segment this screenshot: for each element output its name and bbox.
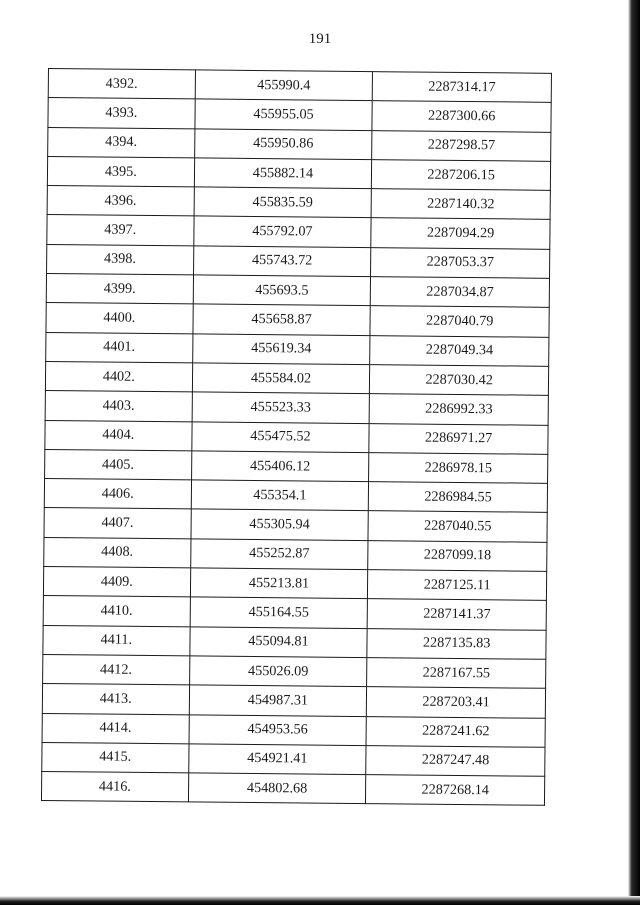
table-row bbox=[45, 361, 548, 395]
point-number-cell: 4402. bbox=[45, 361, 192, 392]
point-number-cell: 4415. bbox=[42, 742, 189, 773]
point-number-cell: 4409. bbox=[43, 567, 190, 598]
x-coordinate-cell: 455882.14 bbox=[194, 158, 372, 189]
y-coordinate-cell: 2287241.62 bbox=[366, 716, 545, 747]
y-coordinate-cell: 2286971.27 bbox=[369, 423, 548, 454]
point-number-cell: 4397. bbox=[47, 215, 194, 246]
point-number-cell: 4396. bbox=[47, 186, 194, 217]
x-coordinate-cell: 455693.5 bbox=[193, 275, 371, 306]
point-number-cell: 4404. bbox=[45, 420, 192, 451]
x-coordinate-cell: 455792.07 bbox=[193, 216, 371, 247]
x-coordinate-cell: 455743.72 bbox=[193, 246, 371, 277]
x-coordinate-cell: 455305.94 bbox=[191, 509, 369, 540]
table-row bbox=[42, 742, 545, 776]
point-number-cell: 4414. bbox=[42, 713, 189, 744]
y-coordinate-cell: 2287135.83 bbox=[367, 628, 546, 659]
point-number-cell: 4403. bbox=[45, 391, 192, 422]
table-row bbox=[47, 244, 550, 278]
table-row bbox=[48, 69, 551, 103]
y-coordinate-cell: 2287049.34 bbox=[370, 335, 549, 366]
x-coordinate-cell: 455619.34 bbox=[192, 334, 370, 365]
point-number-cell: 4399. bbox=[46, 274, 193, 305]
point-number-cell: 4406. bbox=[44, 479, 191, 510]
table-row bbox=[43, 596, 546, 630]
table-row bbox=[45, 391, 548, 425]
point-number-cell: 4392. bbox=[48, 69, 195, 100]
table-row bbox=[47, 215, 550, 249]
y-coordinate-cell: 2286978.15 bbox=[369, 452, 548, 483]
y-coordinate-cell: 2287298.57 bbox=[372, 130, 551, 161]
x-coordinate-cell: 455213.81 bbox=[190, 568, 368, 599]
point-number-cell: 4398. bbox=[47, 244, 194, 275]
table-row bbox=[44, 508, 547, 542]
table-row bbox=[43, 567, 546, 601]
y-coordinate-cell: 2286992.33 bbox=[369, 394, 548, 425]
y-coordinate-cell: 2287203.41 bbox=[367, 687, 546, 718]
table-row bbox=[46, 303, 549, 337]
y-coordinate-cell: 2287268.14 bbox=[366, 775, 545, 806]
table-row bbox=[47, 156, 550, 190]
y-coordinate-cell: 2287030.42 bbox=[370, 365, 549, 396]
x-coordinate-cell: 455990.4 bbox=[195, 70, 373, 101]
point-number-cell: 4413. bbox=[42, 684, 189, 715]
point-number-cell: 4394. bbox=[48, 127, 195, 158]
y-coordinate-cell: 2287167.55 bbox=[367, 658, 546, 689]
x-coordinate-cell: 455094.81 bbox=[190, 627, 368, 658]
point-number-cell: 4407. bbox=[44, 508, 191, 539]
x-coordinate-cell: 454802.68 bbox=[188, 773, 366, 804]
x-coordinate-cell: 455584.02 bbox=[192, 363, 370, 394]
point-number-cell: 4408. bbox=[44, 537, 191, 568]
x-coordinate-cell: 455523.33 bbox=[192, 392, 370, 423]
y-coordinate-cell: 2287247.48 bbox=[366, 745, 545, 776]
table-row bbox=[46, 274, 549, 308]
table-row bbox=[42, 713, 545, 747]
point-number-cell: 4400. bbox=[46, 303, 193, 334]
point-number-cell: 4416. bbox=[41, 772, 188, 803]
point-number-cell: 4405. bbox=[45, 449, 192, 480]
x-coordinate-cell: 455475.52 bbox=[191, 421, 369, 452]
y-coordinate-cell: 2287094.29 bbox=[371, 218, 550, 249]
table-row bbox=[43, 625, 546, 659]
x-coordinate-cell: 455252.87 bbox=[190, 539, 368, 570]
table-row bbox=[48, 98, 551, 132]
point-number-cell: 4393. bbox=[48, 98, 195, 129]
x-coordinate-cell: 454921.41 bbox=[188, 744, 366, 775]
point-number-cell: 4412. bbox=[43, 654, 190, 685]
y-coordinate-cell: 2287053.37 bbox=[371, 247, 550, 278]
scan-edge-right bbox=[628, 0, 640, 905]
x-coordinate-cell: 454953.56 bbox=[189, 714, 367, 745]
x-coordinate-cell: 455406.12 bbox=[191, 451, 369, 482]
x-coordinate-cell: 455950.86 bbox=[194, 129, 372, 160]
table-row bbox=[43, 654, 546, 688]
table-row bbox=[44, 479, 547, 513]
table-row bbox=[48, 127, 551, 161]
y-coordinate-cell: 2287099.18 bbox=[368, 540, 547, 571]
y-coordinate-cell: 2287040.55 bbox=[368, 511, 547, 542]
x-coordinate-cell: 455835.59 bbox=[194, 187, 372, 218]
y-coordinate-cell: 2286984.55 bbox=[369, 482, 548, 513]
point-number-cell: 4395. bbox=[47, 156, 194, 187]
x-coordinate-cell: 455164.55 bbox=[190, 597, 368, 628]
y-coordinate-cell: 2287314.17 bbox=[373, 72, 552, 103]
x-coordinate-cell: 455026.09 bbox=[189, 656, 367, 687]
table-row bbox=[45, 449, 548, 483]
coordinates-table-body bbox=[41, 69, 551, 806]
y-coordinate-cell: 2287034.87 bbox=[371, 277, 550, 308]
table-row bbox=[42, 684, 545, 718]
table-row bbox=[45, 420, 548, 454]
point-number-cell: 4410. bbox=[43, 596, 190, 627]
y-coordinate-cell: 2287125.11 bbox=[368, 570, 547, 601]
x-coordinate-cell: 455955.05 bbox=[195, 99, 373, 130]
y-coordinate-cell: 2287040.79 bbox=[370, 306, 549, 337]
y-coordinate-cell: 2287140.32 bbox=[371, 189, 550, 220]
table-row bbox=[46, 332, 549, 366]
table-row bbox=[44, 537, 547, 571]
y-coordinate-cell: 2287141.37 bbox=[367, 599, 546, 630]
x-coordinate-cell: 454987.31 bbox=[189, 685, 367, 716]
y-coordinate-cell: 2287300.66 bbox=[372, 101, 551, 132]
table-row bbox=[41, 772, 544, 806]
x-coordinate-cell: 455354.1 bbox=[191, 480, 369, 511]
page-number: 191 bbox=[308, 31, 332, 47]
x-coordinate-cell: 455658.87 bbox=[193, 304, 371, 335]
table-row bbox=[47, 186, 550, 220]
scan-edge-bottom bbox=[0, 896, 640, 905]
coordinates-table bbox=[41, 68, 552, 806]
point-number-cell: 4411. bbox=[43, 625, 190, 656]
y-coordinate-cell: 2287206.15 bbox=[372, 160, 551, 191]
point-number-cell: 4401. bbox=[46, 332, 193, 363]
